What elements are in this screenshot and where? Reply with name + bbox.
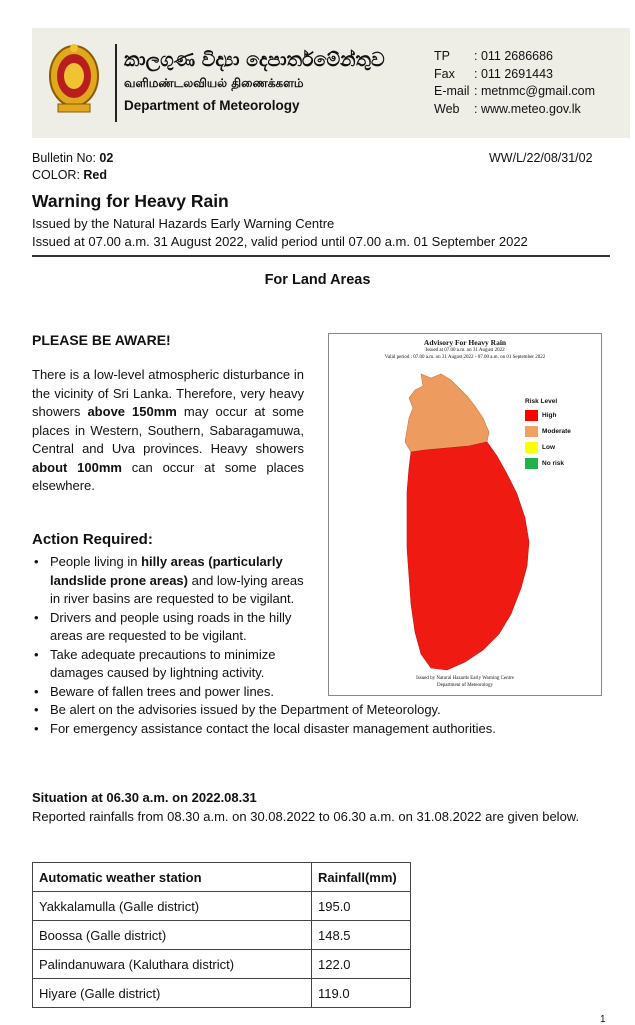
bulletin-number: [32, 150, 113, 167]
contact-label: Web: [434, 101, 460, 116]
paragraph-highlight: about 100mm: [32, 459, 122, 475]
table-header-row: [33, 863, 411, 892]
department-name-tamil: வளிமண்டலவியல் திணைக்களம்: [124, 76, 304, 90]
bulletin-number-label: Bulletin No:: [32, 151, 100, 165]
contact-web[interactable]: : www.meteo.gov.lk: [474, 101, 581, 116]
map-footer: Department of Meteorology: [436, 683, 494, 688]
table-header: Automatic weather station: [33, 863, 312, 892]
list-item-text: and low-lying areas in river basins are requested to be vigilant.: [50, 572, 304, 606]
list-item: • Beware of fallen trees and power lines.: [32, 683, 496, 702]
list-item-text: People living in: [50, 554, 142, 569]
contact-row: [434, 83, 595, 101]
rainfall-cell: 119.0: [312, 979, 411, 1008]
paragraph-text: can occur at some places elsewhere.: [32, 459, 304, 493]
high-risk-region: [407, 442, 529, 670]
list-item: [32, 553, 304, 609]
map-issued: Issued at 07.00 a.m. on 31 August 2022: [425, 348, 505, 353]
page-title: Warning for Heavy Rain: [32, 191, 229, 211]
rainfall-cell: 195.0: [312, 892, 411, 921]
legend-item: [525, 442, 571, 453]
bulletin-color-label: COLOR:: [32, 168, 84, 182]
table-header: Rainfall(mm): [312, 863, 411, 892]
list-item: • Be alert on the advisories issued by the Department of Meteorology.: [32, 701, 496, 720]
map-title: Advisory For Heavy Rain: [423, 338, 507, 347]
map-valid-period: Valid period : 07.00 a.m. on 31 August 2022 - 07.00 a.m. on 01 September 2022: [384, 355, 546, 360]
section-heading: For Land Areas: [264, 272, 371, 288]
legend-swatch: [525, 458, 538, 469]
station-cell: Yakkalamulla (Galle district): [33, 892, 312, 921]
contact-fax: : 011 2691443: [474, 66, 554, 81]
legend-label: High: [542, 412, 557, 419]
list-item: • For emergency assistance contact the local disaster management authorities.: [32, 720, 496, 739]
table-row: [33, 950, 411, 979]
rainfall-table: [32, 862, 411, 1008]
contact-row: [434, 66, 595, 84]
legend-swatch: [525, 426, 538, 437]
paragraph-text: may occur at some places in Western, Southern, Sabaragamuwa, Central and Uva provinces. Heavy showers: [32, 404, 304, 456]
table-row: [33, 979, 411, 1008]
bulletin-color: [32, 167, 113, 184]
department-name-english: Department of Meteorology: [124, 98, 300, 113]
sri-lanka-emblem-icon: [48, 42, 100, 116]
situation-heading: Situation at 06.30 a.m. on 2022.08.31: [32, 790, 257, 805]
bulletin-reference: WW/L/22/08/31/02: [489, 151, 593, 165]
map-footer: Issued by Natural Hazards Early Warning Centre: [416, 676, 514, 681]
issued-by: Issued by the Natural Hazards Early Warning Centre: [32, 216, 335, 231]
legend-item: [525, 458, 571, 469]
bulletin-info: [32, 150, 113, 184]
paragraph-highlight: above 150mm: [87, 404, 177, 419]
contact-block: [434, 48, 595, 118]
station-cell: Hiyare (Galle district): [33, 979, 312, 1008]
legend-item: [525, 426, 571, 437]
moderate-risk-region: [405, 374, 489, 452]
contact-email[interactable]: : metnmc@gmail.com: [474, 84, 596, 98]
letterhead: [32, 28, 630, 138]
legend-label: Moderate: [542, 428, 571, 435]
station-cell: Palindanuwara (Kaluthara district): [33, 950, 312, 979]
contact-phone: : 011 2686686: [474, 49, 554, 63]
rainfall-cell: 122.0: [312, 950, 411, 979]
legend-title: Risk Level: [525, 398, 558, 405]
map-legend: [525, 398, 571, 469]
page-number: 1: [600, 1014, 606, 1025]
department-name: [124, 48, 385, 118]
paragraph-text: There is a low-level atmospheric disturbance in the vicinity of Sri Lanka. Therefore, very heavy showers: [32, 367, 304, 419]
bulletin-number-value: 02: [99, 151, 114, 165]
situation-text: Reported rainfalls from 08.30 a.m. on 30.08.2022 to 06.30 a.m. on 31.08.2022 are given below.: [32, 809, 580, 824]
contact-row: [434, 101, 595, 119]
list-item: • Drivers and people using roads in the hilly areas are requested to be vigilant.: [32, 609, 304, 646]
legend-swatch: [525, 442, 538, 453]
aware-heading: PLEASE BE AWARE!: [32, 332, 171, 348]
station-cell: Boossa (Galle district): [33, 921, 312, 950]
legend-item: [525, 410, 571, 421]
legend-label: Low: [542, 444, 555, 451]
list-item: • Take adequate precautions to minimize damages caused by lightning activity.: [32, 646, 304, 683]
contact-row: [434, 48, 595, 66]
department-name-sinhala: කාලගුණ විද්‍යා දෙපාර්තමේන්තුව: [124, 49, 385, 71]
contact-label: E-mail: [434, 84, 470, 98]
header-divider: [115, 44, 117, 122]
bulletin-color-value: Red: [83, 168, 108, 182]
rainfall-cell: 148.5: [312, 921, 411, 950]
legend-label: No risk: [542, 460, 565, 467]
divider: [32, 255, 610, 257]
contact-label: Fax: [434, 66, 455, 81]
sri-lanka-map: [329, 334, 601, 695]
action-heading: Action Required:: [32, 531, 153, 548]
table-row: [33, 892, 411, 921]
contact-label: TP: [434, 49, 450, 63]
issued-at: Issued at 07.00 a.m. 31 August 2022, valid period until 07.00 a.m. 01 September 2022: [32, 234, 528, 249]
advisory-map: [328, 333, 602, 696]
issue-details: [32, 215, 528, 251]
table-row: [33, 921, 411, 950]
legend-swatch: [525, 410, 538, 421]
list-item-highlight: hilly areas (particularly landslide prone areas): [50, 554, 283, 588]
warning-paragraph: [32, 366, 304, 496]
